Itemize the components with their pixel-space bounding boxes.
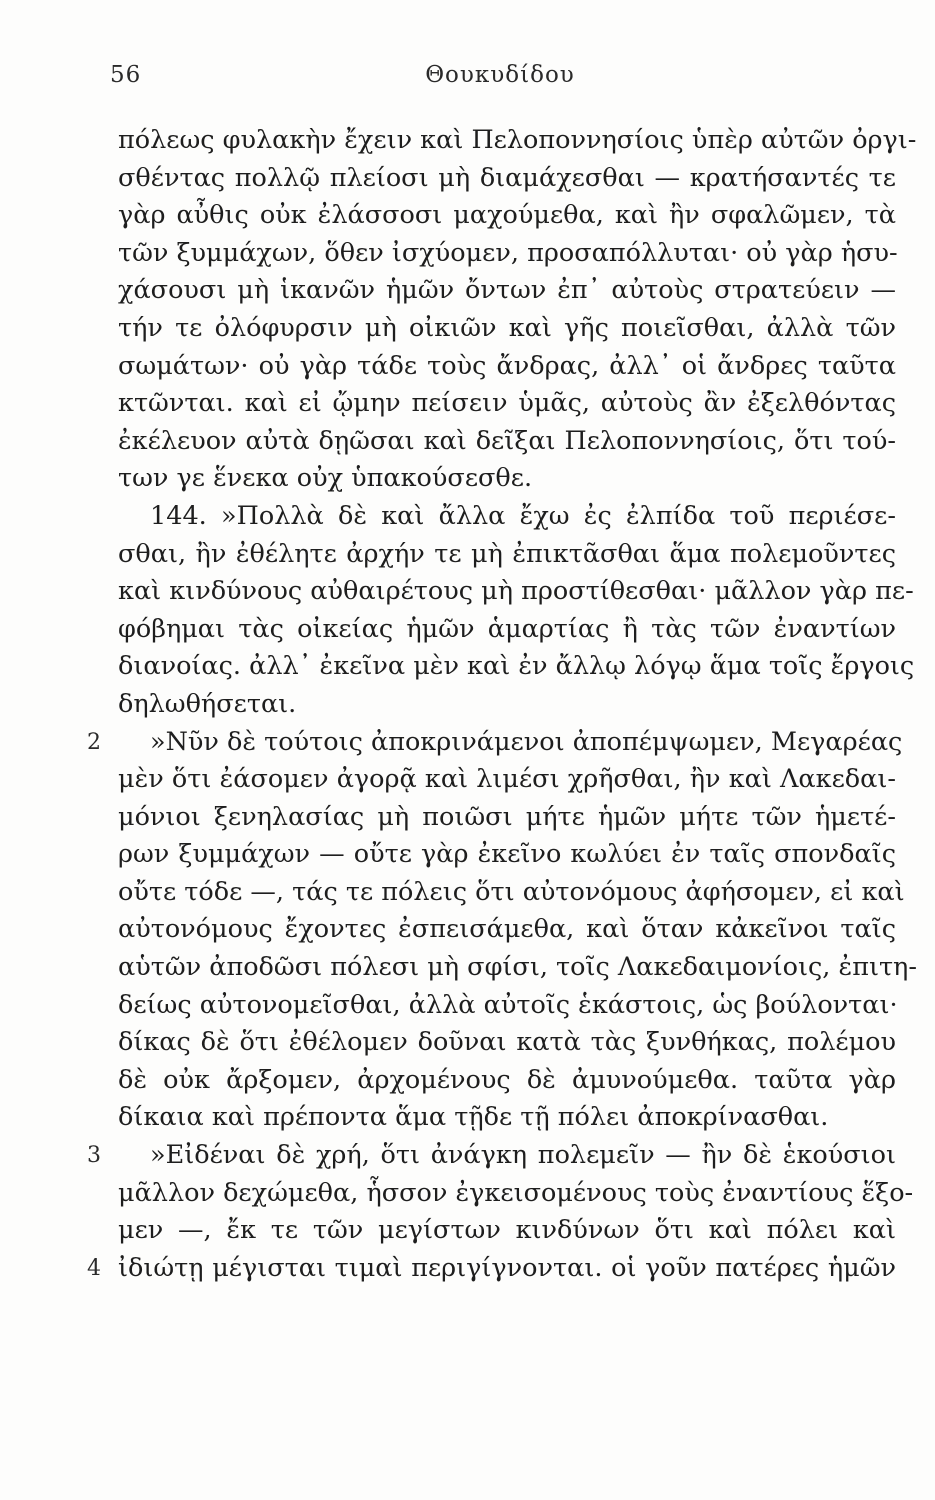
text-line: μᾶλλον δεχώμεθα, ἧσσον ἐγκεισομένους τοὺς ἐναντίους ἕξο- [118,1177,914,1208]
text-line: σωμάτων· οὐ γὰρ τάδε τοὺς ἄνδρας, ἀλλ᾽ οἱ ἄνδρες ταῦτα [118,350,896,381]
text-line: τήν τε ὀλόφυρσιν μὴ οἰκιῶν καὶ γῆς ποιεῖσθαι, ἀλλὰ τῶν [118,312,896,343]
section-number: 3 [87,1143,101,1169]
text-line: σθαι, ἢν ἐθέλητε ἀρχήν τε μὴ ἐπικτᾶσθαι ἅμα πολεμοῦντες [118,538,896,569]
text-line: μόνιοι ξενηλασίας μὴ ποιῶσι μήτε ἡμῶν μήτε τῶν ἡμετέ- [118,801,896,832]
text-line: φόβημαι τὰς οἰκείας ἡμῶν ἁμαρτίας ἢ τὰς τῶν ἐναντίων [118,613,896,644]
text-line: δίκας δὲ ὅτι ἐθέλομεν δοῦναι κατὰ τὰς ξυνθήκας, πολέμου [118,1027,896,1058]
page-header [110,62,890,98]
section-number: 4 [87,1255,101,1281]
text-line: χάσουσι μὴ ἱκανῶν ἡμῶν ὄντων ἐπ᾽ αὐτοὺς στρατεύειν — [118,275,896,306]
text-line [87,1250,896,1288]
text-line: δίκαια καὶ πρέποντα ἅμα τῇδε τῇ πόλει ἀποκρίνασθαι. [118,1102,829,1133]
page-number: 56 [110,62,142,88]
text-line: μὲν ὅτι ἐάσομεν ἀγορᾷ καὶ λιμέσι χρῆσθαι, ἢν καὶ Λακεδαι- [118,764,896,795]
paragraph-start-line [87,724,903,762]
text-line: διανοίας. ἀλλ᾽ ἐκεῖνα μὲν καὶ ἐν ἄλλῳ λόγῳ ἅμα τοῖς ἔργοις [118,651,915,682]
running-title: Θουκυδίδου [425,62,575,88]
text-line: καὶ κινδύνους αὐθαιρέτους μὴ προστίθεσθαι· μᾶλλον γὰρ πε- [118,576,914,607]
text-line-content: ἰδιώτῃ μέγισται τιμαὶ περιγίγνονται. οἱ γοῦν πατέρες ἡμῶν [118,1252,896,1283]
paragraph-start-line [87,1137,896,1175]
text-line: των γε ἕνεκα οὐχ ὑπακούσεσθε. [118,463,533,494]
text-line: γὰρ αὖθις οὐκ ἐλάσσοσι μαχούμεθα, καὶ ἢν σφαλῶμεν, τὰ [118,200,896,231]
text-line: τῶν ξυμμάχων, ὅθεν ἰσχύομεν, προσαπόλλυται· οὐ γὰρ ἡσυ- [118,237,898,268]
chapter-start-line: 144. »Πολλὰ δὲ καὶ ἄλλα ἔχω ἐς ἐλπίδα τοῦ περιέσε- [150,500,896,531]
text-line: πόλεως φυλακὴν ἔχειν καὶ Πελοποννησίοις ὑπὲρ αὐτῶν ὀργι- [118,125,917,155]
text-line: δηλωθήσεται. [118,688,297,719]
text-line-content: »Εἰδέναι δὲ χρή, ὅτι ἀνάγκη πολεμεῖν — ἢν δὲ ἑκούσιοι [150,1140,896,1171]
text-line: σθέντας πολλῷ πλείοσι μὴ διαμάχεσθαι — κρατήσαντές τε [118,162,896,193]
text-line: ἐκέλευον αὐτὰ δῃῶσαι καὶ δεῖξαι Πελοποννησίοις, ὅτι τού- [118,425,896,456]
text-line-content: »Νῦν δὲ τούτοις ἀποκρινάμενοι ἀποπέμψωμεν, Μεγαρέας [150,726,903,757]
text-line: αὑτῶν ἀποδῶσι πόλεσι μὴ σφίσι, τοῖς Λακεδαιμονίοις, ἐπιτη- [118,952,917,983]
text-line: κτῶνται. καὶ εἰ ᾤμην πείσειν ὑμᾶς, αὐτοὺς ἂν ἐξελθόντας [118,388,896,419]
text-line: ρων ξυμμάχων — οὔτε γὰρ ἐκεῖνο κωλύει ἐν ταῖς σπονδαῖς [118,839,896,870]
text-line: οὔτε τόδε —, τάς τε πόλεις ὅτι αὐτονόμους ἀφήσομεν, εἰ καὶ [118,876,905,907]
text-line: αὐτονόμους ἔχοντες ἐσπεισάμεθα, καὶ ὅταν κἀκεῖνοι ταῖς [118,914,896,945]
text-line: δὲ οὐκ ἄρξομεν, ἀρχομένους δὲ ἀμυνούμεθα. ταῦτα γὰρ [118,1064,896,1095]
section-number: 2 [87,729,101,755]
text-line: μεν —, ἔκ τε τῶν μεγίστων κινδύνων ὅτι καὶ πόλει καὶ [118,1215,896,1246]
body-text [87,122,917,1287]
text-line: δείως αὐτονομεῖσθαι, ἀλλὰ αὐτοῖς ἑκάστοις, ὡς βούλονται· [118,989,898,1020]
